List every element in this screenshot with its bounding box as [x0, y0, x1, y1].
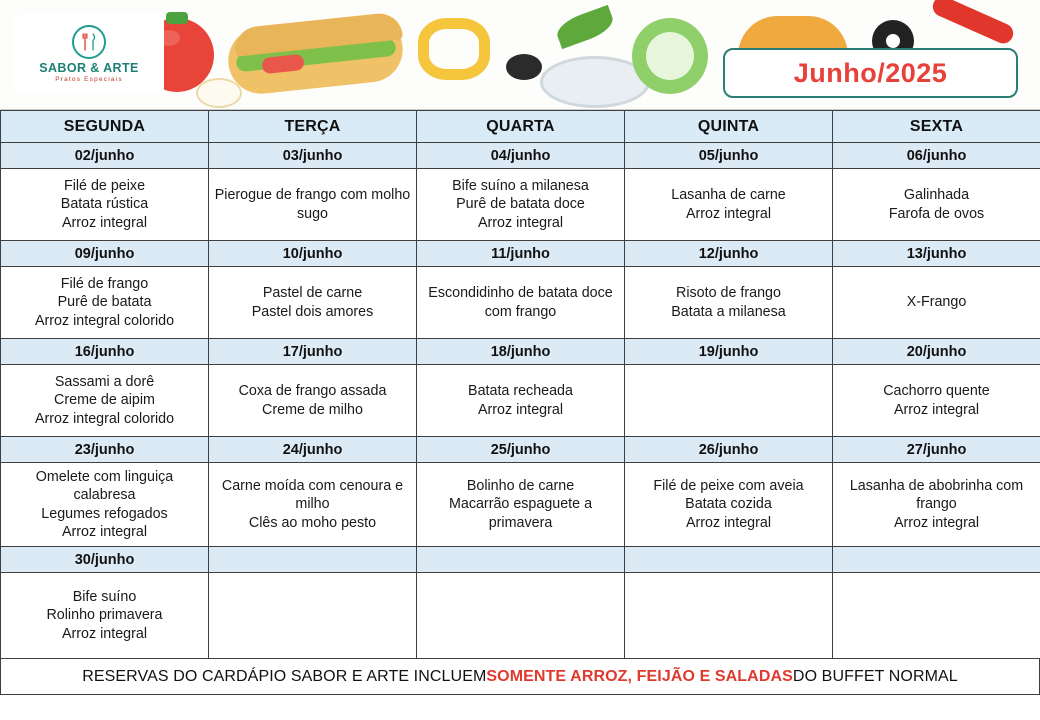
olive-icon — [506, 54, 542, 80]
date-cell: 13/junho — [833, 241, 1040, 267]
meal-cell: Carne moída com cenoura e milho Clês ao moho pesto — [209, 463, 417, 547]
meal-cell: Bife suíno Rolinho primavera Arroz integral — [1, 573, 209, 659]
date-row — [1, 437, 1040, 463]
basil-leaf-icon — [553, 5, 616, 49]
meal-cell: Sassami a dorê Creme de aipim Arroz integral colorido — [1, 365, 209, 437]
logo — [14, 14, 164, 94]
footer-prefix: RESERVAS DO CARDÁPIO SABOR E ARTE INCLUEM — [82, 667, 487, 685]
date-cell: 04/junho — [417, 143, 625, 169]
cucumber-inner-icon — [646, 32, 694, 80]
date-cell: 18/junho — [417, 339, 625, 365]
egg-icon — [196, 78, 242, 108]
meal-cell-empty — [625, 573, 833, 659]
weekday-header-quarta: QUARTA — [417, 111, 625, 143]
olive-black-hole-icon — [886, 34, 900, 48]
date-cell: 17/junho — [209, 339, 417, 365]
meal-cell: Lasanha de abobrinha com frango Arroz integral — [833, 463, 1040, 547]
date-cell: 11/junho — [417, 241, 625, 267]
month-title-box — [723, 48, 1018, 98]
date-cell: 05/junho — [625, 143, 833, 169]
footer-highlight: SOMENTE ARROZ, FEIJÃO E SALADAS — [486, 667, 793, 685]
meal-cell: Escondidinho de batata doce com frango — [417, 267, 625, 339]
date-row — [1, 143, 1040, 169]
date-cell: 12/junho — [625, 241, 833, 267]
date-row — [1, 547, 1040, 573]
meal-cell: Bolinho de carne Macarrão espaguete a primavera — [417, 463, 625, 547]
meal-cell-empty — [209, 573, 417, 659]
chili-pepper-icon — [930, 0, 1017, 47]
weekday-header-terca: TERÇA — [209, 111, 417, 143]
date-cell: 27/junho — [833, 437, 1040, 463]
date-cell-empty — [417, 547, 625, 573]
date-cell: 16/junho — [1, 339, 209, 365]
meal-cell: Batata recheada Arroz integral — [417, 365, 625, 437]
meal-cell-empty — [417, 573, 625, 659]
date-row — [1, 241, 1040, 267]
meal-cell: Omelete com linguiça calabresa Legumes refogados Arroz integral — [1, 463, 209, 547]
date-cell: 19/junho — [625, 339, 833, 365]
meal-cell: X-Frango — [833, 267, 1040, 339]
meal-cell: Coxa de frango assada Creme de milho — [209, 365, 417, 437]
weekday-header-sexta: SEXTA — [833, 111, 1040, 143]
meal-cell: Lasanha de carne Arroz integral — [625, 169, 833, 241]
meal-cell-empty — [625, 365, 833, 437]
pepper-yellow-icon — [418, 18, 490, 80]
date-cell: 25/junho — [417, 437, 625, 463]
meal-cell: Filé de peixe Batata rústica Arroz integral — [1, 169, 209, 241]
date-row — [1, 339, 1040, 365]
header-banner — [0, 0, 1040, 110]
meal-cell: Filé de frango Purê de batata Arroz integral colorido — [1, 267, 209, 339]
tomato-stem-icon — [166, 12, 188, 24]
date-cell: 23/junho — [1, 437, 209, 463]
meal-cell: Cachorro quente Arroz integral — [833, 365, 1040, 437]
table-header-row — [1, 111, 1040, 143]
meal-cell-empty — [833, 573, 1040, 659]
date-cell: 03/junho — [209, 143, 417, 169]
logo-name: SABOR & ARTE — [39, 61, 139, 75]
date-cell: 20/junho — [833, 339, 1040, 365]
date-cell-empty — [625, 547, 833, 573]
meal-row — [1, 267, 1040, 339]
date-cell: 26/junho — [625, 437, 833, 463]
logo-subtitle: Pratos Especiais — [55, 76, 123, 83]
date-cell: 09/junho — [1, 241, 209, 267]
date-cell-empty — [209, 547, 417, 573]
meal-cell: Filé de peixe com aveia Batata cozida Arroz integral — [625, 463, 833, 547]
meal-row — [1, 573, 1040, 659]
fork-knife-circle-icon — [72, 25, 106, 59]
weekday-header-segunda: SEGUNDA — [1, 111, 209, 143]
meal-row — [1, 365, 1040, 437]
meal-cell: Pastel de carne Pastel dois amores — [209, 267, 417, 339]
footer-suffix: DO BUFFET NORMAL — [792, 667, 958, 685]
weekday-header-quinta: QUINTA — [625, 111, 833, 143]
page-title: Junho/2025 — [793, 57, 948, 88]
date-cell: 10/junho — [209, 241, 417, 267]
date-cell: 24/junho — [209, 437, 417, 463]
menu-table — [0, 110, 1040, 659]
meal-row — [1, 463, 1040, 547]
meal-cell: Pierogue de frango com molho sugo — [209, 169, 417, 241]
meal-cell: Bife suíno a milanesa Purê de batata doce Arroz integral — [417, 169, 625, 241]
date-cell: 30/junho — [1, 547, 209, 573]
date-cell-empty — [833, 547, 1040, 573]
date-cell: 06/junho — [833, 143, 1040, 169]
meal-cell: Galinhada Farofa de ovos — [833, 169, 1040, 241]
meal-row — [1, 169, 1040, 241]
meal-cell: Risoto de frango Batata a milanesa — [625, 267, 833, 339]
date-cell: 02/junho — [1, 143, 209, 169]
footer-note — [0, 659, 1040, 695]
